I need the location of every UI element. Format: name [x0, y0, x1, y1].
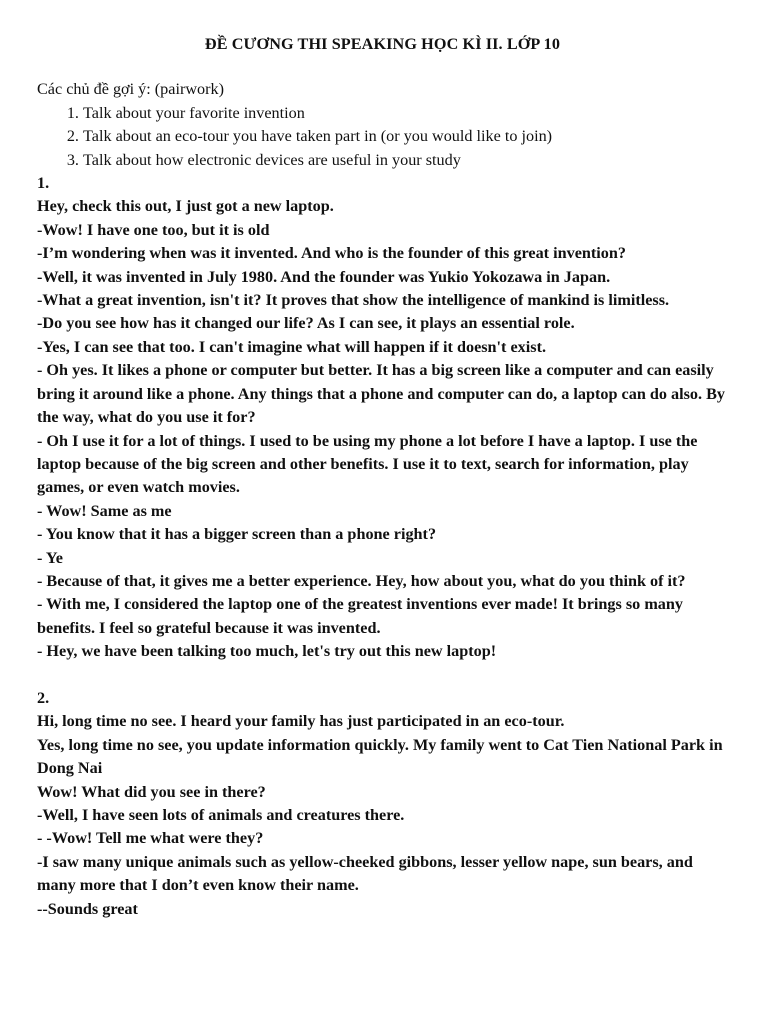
dialogue-line: - Ye	[37, 548, 63, 567]
dialogue-line: -Well, it was invented in July 1980. And the founder was Yukio Yokozawa in Japan.	[37, 267, 611, 286]
section-number: 2.	[37, 688, 50, 707]
dialogue-line: - -Wow! Tell me what were they?	[37, 829, 264, 848]
dialogue-line: -I’m wondering when was it invented. And who is the founder of this great invention?	[37, 244, 626, 263]
dialogue-section-2	[37, 687, 728, 921]
dialogue-line: -I saw many unique animals such as yellow-cheeked gibbons, lesser yellow nape, sun bears, and many more that I don’t even know their name.	[37, 852, 693, 895]
document-title: ĐỀ CƯƠNG THI SPEAKING HỌC KÌ II. LỚP 10	[204, 35, 561, 53]
dialogue-line: -What a great invention, isn't it? It proves that show the intelligence of mankind is limitless.	[37, 291, 670, 310]
dialogue-line: - Oh I use it for a lot of things. I used to be using my phone a lot before I have a laptop. I use the laptop because of the big screen and other benefits. I use it to text, search for information, play games, or even watch movies.	[37, 431, 698, 497]
dialogue-line: Hey, check this out, I just got a new laptop.	[37, 197, 334, 216]
dialogue-line: --Sounds great	[37, 899, 138, 918]
section-number: 1.	[37, 174, 50, 193]
topics-list	[37, 102, 728, 172]
topics-intro: Các chủ đề gợi ý: (pairwork)	[37, 80, 225, 99]
dialogue-line: - Hey, we have been talking too much, let's try out this new laptop!	[37, 642, 497, 661]
topic-item: 2. Talk about an eco-tour you have taken part in (or you would like to join)	[83, 125, 728, 148]
topic-item: 3. Talk about how electronic devices are useful in your study	[83, 149, 728, 172]
dialogue-line: Wow! What did you see in there?	[37, 782, 266, 801]
dialogue-line: -Do you see how has it changed our life? As I can see, it plays an essential role.	[37, 314, 575, 333]
topic-item: 1. Talk about your favorite invention	[83, 102, 728, 125]
dialogue-line: - With me, I considered the laptop one of the greatest inventions ever made! It brings so many benefits. I feel so grateful because it was invented.	[37, 595, 683, 637]
dialogue-line: - Wow! Same as me	[37, 501, 172, 520]
section-spacer	[37, 664, 728, 687]
dialogue-line: -Yes, I can see that too. I can't imagine what will happen if it doesn't exist.	[37, 337, 547, 356]
dialogue-section-1	[37, 172, 728, 664]
dialogue-line: - You know that it has a bigger screen than a phone right?	[37, 525, 437, 544]
dialogue-line: Yes, long time no see, you update information quickly. My family went to Cat Tien National Park in Dong Nai	[37, 735, 723, 778]
dialogue-line: - Oh yes. It likes a phone or computer but better. It has a big screen like a computer and can easily bring it around like a phone. Any things that a phone and computer can do, a laptop can do also. By the way, what do you use it for?	[37, 361, 725, 427]
dialogue-line: Hi, long time no see. I heard your family has just participated in an eco-tour.	[37, 712, 565, 731]
dialogue-line: - Because of that, it gives me a better experience. Hey, how about you, what do you think of it?	[37, 571, 686, 590]
dialogue-line: -Well, I have seen lots of animals and creatures there.	[37, 805, 405, 824]
dialogue-line: -Wow! I have one too, but it is old	[37, 220, 270, 239]
